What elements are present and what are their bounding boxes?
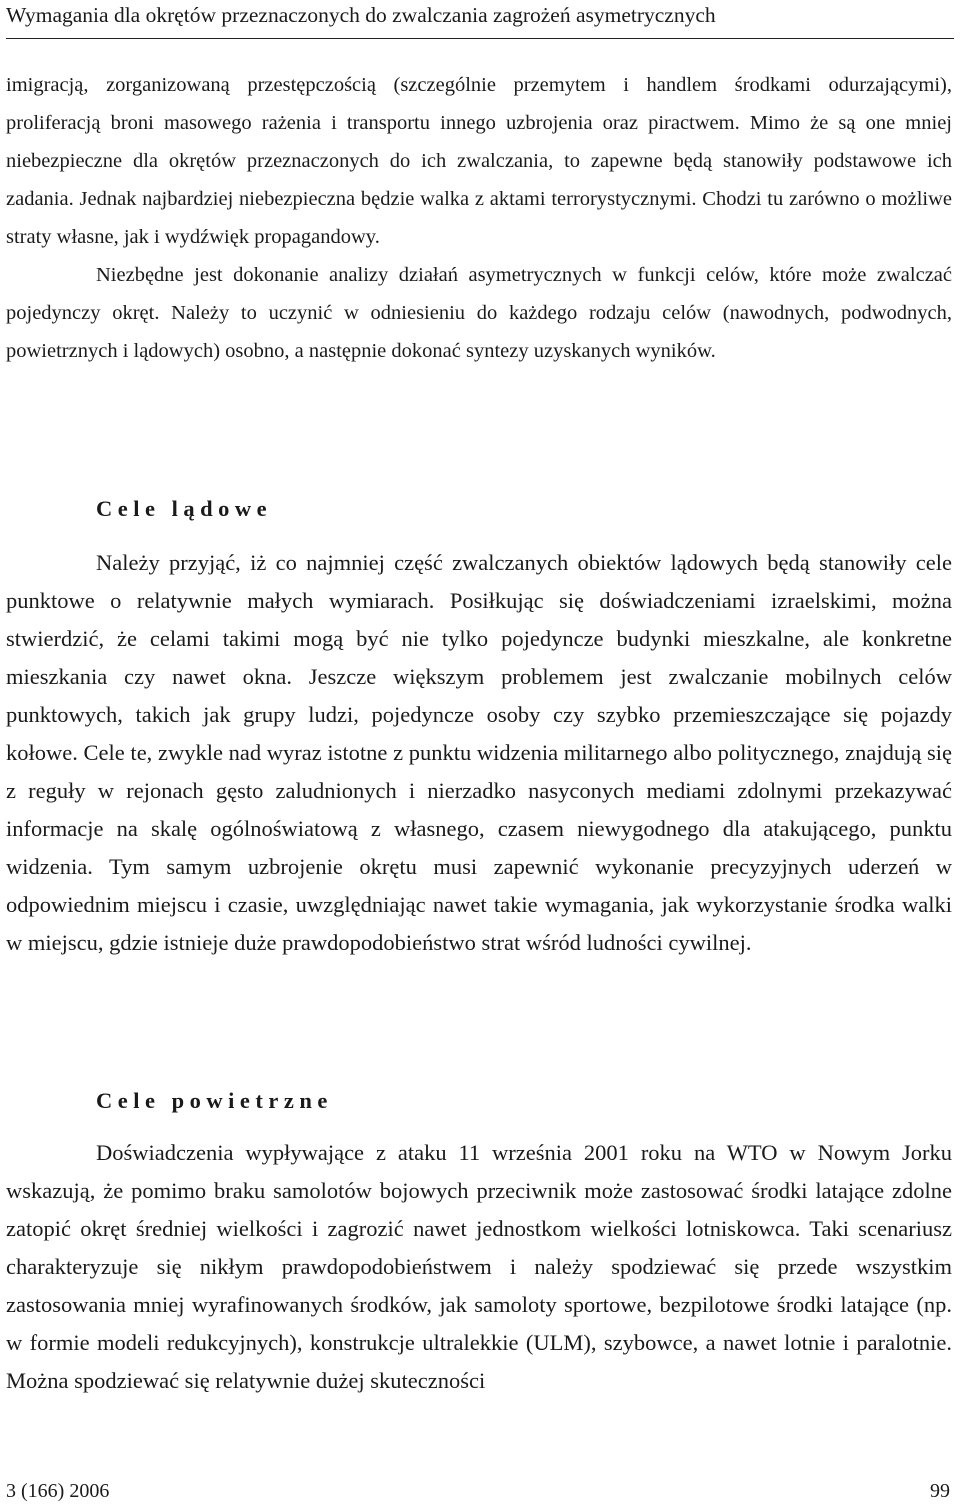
section-air-paragraph: Doświadczenia wypływające z ataku 11 września 2001 roku na WTO w Nowym Jorku wskazują, że pomimo braku samolotów bojowych przeciwnik może zastosować środki latające zdolne zatopić okręt średniej wielkości i zagrozić nawet jednostkom wielkości lotniskowca. Taki scenariusz charakteryzuje się nikłym prawdopodobieństwem i należy spodziewać się przede wszystkim zastosowania mniej wyrafinowanych środków, jak samoloty sportowe, bezpilotowe środki latające (np. w formie modeli redukcyjnych), konstrukcje ultralekkie (ULM), szybowce, a nawet lotnie i paralotnie. Można spodziewać się relatywnie dużej skuteczności — [6, 1140, 952, 1393]
intro-block — [6, 66, 952, 370]
intro-paragraph-1: imigracją, zorganizowaną przestępczością (szczególnie przemytem i handlem środkami odurzającymi), proliferacją broni masowego rażenia i transportu innego uzbrojenia oraz piractwem. Mimo że są one mniej niebezpieczne dla okrętów przeznaczonych do ich zwalczania, to zapewne będą stanowiły podstawowe ich zadania. Jednak najbardziej niebezpieczna będzie walka z aktami terrorystycznymi. Chodzi tu zarówno o możliwe straty własne, jak i wydźwięk propagandowy. — [6, 74, 952, 248]
section-land-paragraph: Należy przyjąć, iż co najmniej część zwalczanych obiektów lądowych będą stanowiły cele punktowe o relatywnie małych wymiarach. Posiłkując się doświadczeniami izraelskimi, można stwierdzić, że celami takimi mogą być nie tylko pojedyncze budynki mieszkalne, ale konkretne mieszkania czy nawet okna. Jeszcze większym problemem jest zwalczanie mobilnych celów punktowych, takich jak grupy ludzi, pojedyncze osoby czy szybko przemieszczające się pojazdy kołowe. Cele te, zwykle nad wyraz istotne z punktu widzenia militarnego albo politycznego, znajdują się z reguły w rejonach gęsto zaludnionych i nierzadko nasyconych mediami zdolnymi przekazywać informacje na skalę ogólnoświatową z własnego, czasem niewygodnego dla atakującego, punktu widzenia. Tym samym uzbrojenie okrętu musi zapewnić wykonanie precyzyjnych uderzeń w odpowiednim miejscu i czasie, uwzględniając nawet takie wymagania, jak wykorzystanie środka walki w miejscu, gdzie istnieje duże prawdopodobieństwo strat wśród ludności cywilnej. — [6, 550, 952, 955]
running-title: Wymagania dla okrętów przeznaczonych do zwalczania zagrożeń asymetrycznych — [6, 3, 716, 27]
intro-paragraph-2: Niezbędne jest dokonanie analizy działań asymetrycznych w funkcji celów, które może zwalczać pojedynczy okręt. Należy to uczynić w odniesieniu do każdego rodzaju celów (nawodnych, podwodnych, powietrznych i lądowych) osobno, a następnie dokonać syntezy uzyskanych wyników. — [6, 264, 952, 362]
footer-issue: 3 (166) 2006 — [6, 1480, 110, 1502]
section-heading-land: Cele lądowe — [96, 496, 273, 521]
section-air-block — [6, 1134, 952, 1400]
page-number: 99 — [930, 1480, 950, 1502]
section-heading-air: Cele powietrzne — [96, 1088, 333, 1113]
running-header — [6, 0, 954, 39]
section-land-block — [6, 544, 952, 962]
